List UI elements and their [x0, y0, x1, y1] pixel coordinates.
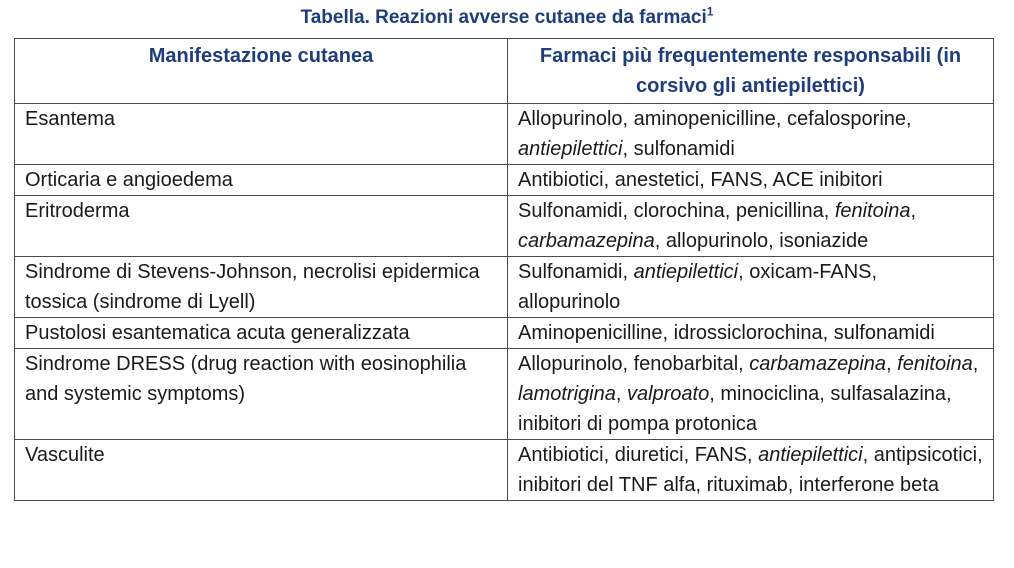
drug-antiepileptic: antiepilettici — [518, 138, 623, 160]
drug-text: , oxicam-FANS, allopurinolo — [518, 261, 878, 313]
cell-farmaci — [508, 257, 994, 318]
cell-farmaci — [508, 165, 994, 196]
adverse-reactions-table — [14, 38, 994, 501]
title-footnote-marker: 1 — [706, 4, 714, 19]
drug-text: Antibiotici, diuretici, FANS, — [518, 444, 759, 466]
table-row — [15, 257, 994, 318]
header-manifestazione: Manifestazione cutanea — [15, 39, 508, 104]
cell-manifestazione: Sindrome di Stevens-Johnson, necrolisi epidermica tossica (sindrome di Lyell) — [15, 257, 508, 318]
drug-antiepileptic: lamotrigina — [518, 383, 616, 405]
drug-text: , — [615, 383, 627, 405]
cell-manifestazione: Vasculite — [15, 440, 508, 501]
header-farmaci — [508, 39, 994, 104]
drug-text: , minociclina, sulfasalazina, inibitori di pompa protonica — [518, 383, 952, 435]
cell-farmaci — [508, 349, 994, 440]
drug-antiepileptic: fenitoina — [834, 200, 911, 222]
table-row — [15, 440, 994, 501]
table-row — [15, 318, 994, 349]
header-farmaci-text: Farmaci più frequentemente responsabili (in corsivo gli antiepilettici) — [539, 45, 962, 97]
table-row — [15, 196, 994, 257]
cell-farmaci — [508, 440, 994, 501]
drug-text: Antibiotici, anestetici, FANS, ACE inibitori — [518, 169, 883, 191]
cell-manifestazione: Orticaria e angioedema — [15, 165, 508, 196]
drug-text: , — [910, 200, 917, 222]
drug-antiepileptic: valproato — [626, 383, 710, 405]
drug-text: Allopurinolo, aminopenicilline, cefalosporine, — [518, 108, 912, 130]
cell-manifestazione: Eritroderma — [15, 196, 508, 257]
drug-text: Sulfonamidi, clorochina, penicillina, — [518, 200, 835, 222]
header-row — [15, 39, 994, 104]
drug-antiepileptic: carbamazepina — [518, 230, 655, 252]
drug-antiepileptic: antiepilettici — [633, 261, 739, 283]
drug-text: , sulfonamidi — [622, 138, 735, 160]
table-title — [0, 6, 1014, 30]
table-body — [15, 104, 994, 501]
cell-farmaci — [508, 196, 994, 257]
cell-manifestazione: Sindrome DRESS (drug reaction with eosinophilia and systemic symptoms) — [15, 349, 508, 440]
cell-farmaci — [508, 318, 994, 349]
table-row — [15, 349, 994, 440]
cell-farmaci — [508, 104, 994, 165]
drug-antiepileptic: antiepilettici — [758, 444, 863, 466]
drug-text: Sulfonamidi, — [518, 261, 634, 283]
drug-text: Aminopenicilline, idrossiclorochina, sulfonamidi — [518, 322, 935, 344]
table-row — [15, 104, 994, 165]
drug-text: , — [886, 353, 898, 375]
drug-text: , allopurinolo, isoniazide — [654, 230, 869, 252]
drug-text: , — [972, 353, 979, 375]
table-title-text: Tabella. Reazioni avverse cutanee da farmaci — [300, 7, 707, 28]
cell-manifestazione: Pustolosi esantematica acuta generalizzata — [15, 318, 508, 349]
drug-text: Allopurinolo, fenobarbital, — [518, 353, 750, 375]
table-row — [15, 165, 994, 196]
drug-antiepileptic: carbamazepina — [749, 353, 887, 375]
cell-manifestazione: Esantema — [15, 104, 508, 165]
drug-text: , antipsicotici, inibitori del TNF alfa, rituximab, interferone beta — [518, 444, 983, 496]
drug-antiepileptic: fenitoina — [897, 353, 973, 375]
